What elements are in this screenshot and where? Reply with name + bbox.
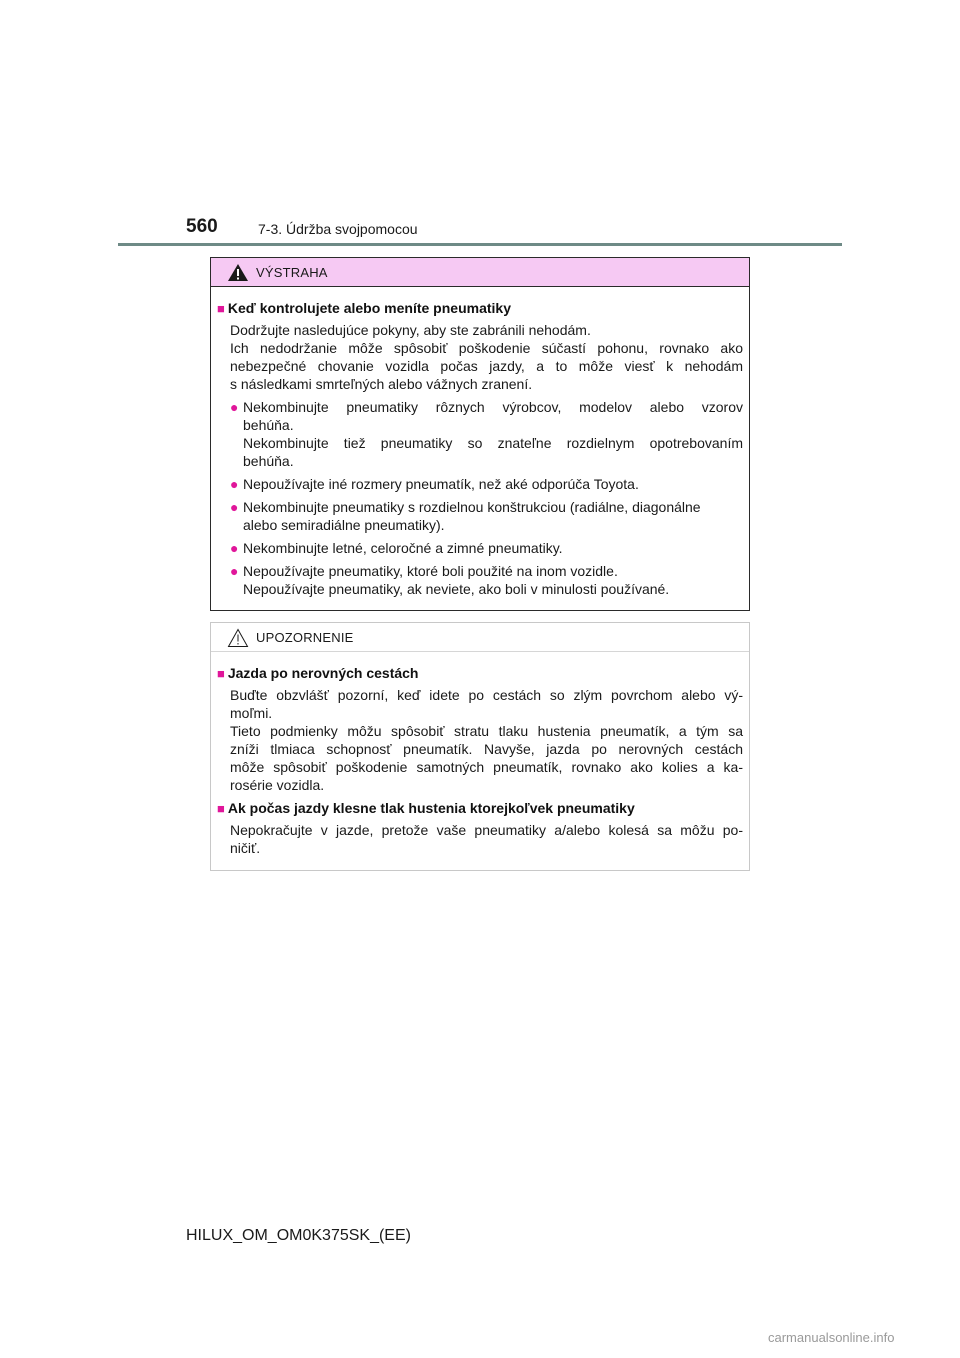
bullet-line: alebo semiradiálne pneumatiky). — [243, 517, 445, 533]
bullet-line: Nepoužívajte pneumatiky, ak neviete, ako boli v minulosti používané. — [243, 581, 670, 597]
para-line: môže spôsobiť poškodenie samotných pneumatík, rovnako ako kolies a ka- — [230, 759, 743, 775]
intro-line: s následkami smrteľných alebo vážnych zranení. — [230, 376, 533, 392]
para-line: Buďte obzvlášť pozorní, keď idete po cestách so zlým povrchom alebo vý- — [230, 687, 743, 703]
bullet-dot-icon: ● — [230, 540, 239, 556]
document-code: HILUX_OM_OM0K375SK_(EE) — [186, 1227, 411, 1244]
caution-paragraph — [217, 821, 743, 857]
warning-bullet-4 — [217, 539, 743, 557]
bullet-dot-icon: ● — [230, 499, 239, 515]
square-bullet-icon: ■ — [217, 801, 225, 816]
para-line: zníži tlmiaca schopnosť pneumatík. Navyše, jazda po nerovných cestách — [230, 741, 743, 757]
caution-section-title-text: Ak počas jazdy klesne tlak hustenia ktorejkoľvek pneumatiky — [227, 800, 635, 816]
caution-section-title — [217, 664, 743, 683]
bullet-line: Nekombinujte pneumatiky rôznych výrobcov, modelov alebo vzorov — [243, 399, 743, 415]
para-line: ničiť. — [230, 840, 261, 856]
bullet-line: behúňa. — [243, 417, 294, 433]
intro-line: Dodržujte nasledujúce pokyny, aby ste zabránili nehodám. — [230, 322, 591, 338]
section-title: 7-3. Údržba svojpomocou — [258, 221, 418, 237]
intro-line: nebezpečné chovanie vozidla počas jazdy, a to môže viesť k nehodám — [230, 358, 743, 374]
bullet-dot-icon: ● — [230, 399, 239, 415]
watermark: carmanualsonline.info — [768, 1330, 895, 1345]
header-rule — [118, 243, 842, 246]
para-line: rosérie vozidla. — [230, 777, 325, 793]
warning-bullet-5 — [217, 562, 743, 598]
caution-box — [210, 622, 750, 871]
square-bullet-icon: ■ — [217, 301, 225, 316]
page-header — [0, 0, 960, 250]
bullet-dot-icon: ● — [230, 563, 239, 579]
warning-triangle-icon — [227, 263, 249, 282]
warning-bullet-3 — [217, 498, 743, 534]
caution-body — [211, 652, 749, 857]
warning-section-title — [217, 299, 743, 318]
warning-label: VÝSTRAHA — [256, 265, 328, 280]
warning-bullet-1 — [217, 398, 743, 470]
caution-triangle-icon — [227, 628, 249, 648]
para-line: moľmi. — [230, 705, 273, 721]
warning-header — [211, 258, 749, 287]
page-number: 560 — [186, 216, 218, 237]
bullet-line: Nekombinujte pneumatiky s rozdielnou konštrukciou (radiálne, diagonálne — [243, 499, 701, 515]
warning-bullet-2 — [217, 475, 743, 493]
bullet-dot-icon: ● — [230, 476, 239, 492]
warning-intro — [217, 321, 743, 393]
caution-section-title — [217, 799, 743, 818]
caution-paragraph — [217, 686, 743, 794]
caution-section-title-text: Jazda po nerovných cestách — [227, 665, 419, 681]
square-bullet-icon: ■ — [217, 666, 225, 681]
bullet-line: behúňa. — [243, 453, 294, 469]
caution-label: UPOZORNENIE — [256, 630, 354, 645]
caution-header — [211, 623, 749, 652]
para-line: Tieto podmienky môžu spôsobiť stratu tlaku hustenia pneumatík, a tým sa — [230, 723, 743, 739]
para-line: Nepokračujte v jazde, pretože vaše pneumatiky a/alebo kolesá sa môžu po- — [230, 822, 743, 838]
warning-body — [211, 287, 749, 598]
warning-box — [210, 257, 750, 611]
bullet-line: Nekombinujte tiež pneumatiky so znateľne rozdielnym opotrebovaním — [243, 435, 743, 451]
bullet-line: Nekombinujte letné, celoročné a zimné pneumatiky. — [243, 540, 563, 556]
intro-line: Ich nedodržanie môže spôsobiť poškodenie súčastí pohonu, rovnako ako — [230, 340, 743, 356]
warning-section-title-text: Keď kontrolujete alebo meníte pneumatiky — [227, 300, 511, 316]
bullet-line: Nepoužívajte pneumatiky, ktoré boli použité na inom vozidle. — [243, 563, 618, 579]
bullet-line: Nepoužívajte iné rozmery pneumatík, než aké odporúča Toyota. — [243, 476, 639, 492]
